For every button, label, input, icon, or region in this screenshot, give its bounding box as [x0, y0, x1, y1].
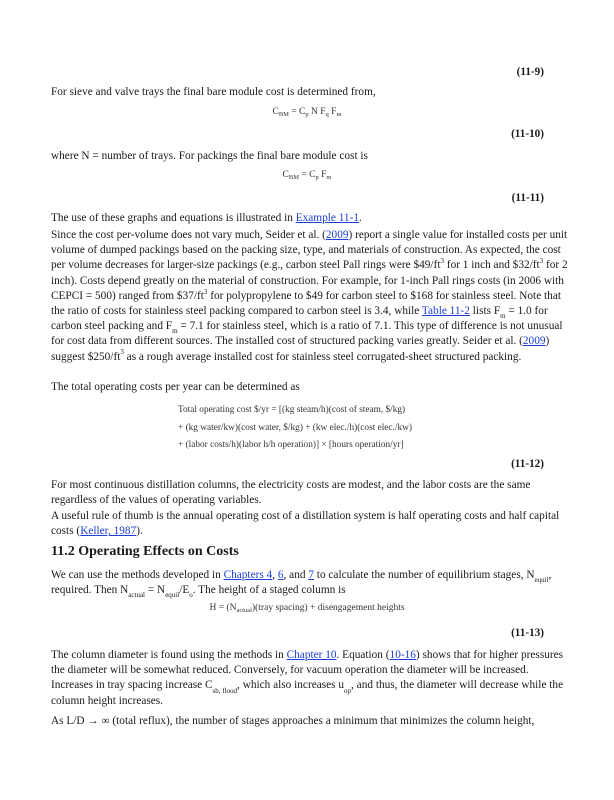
chapter-7-link[interactable]: 7	[308, 569, 314, 581]
keller-1987-link[interactable]: Keller, 1987	[80, 525, 137, 538]
equation-number: (11-11)	[511, 192, 544, 204]
paragraph-total: The total operating costs per year can be determined as	[51, 381, 300, 393]
equation-cbm-packings: $C_{BM} = C_p$ $F_m$	[282, 170, 332, 181]
equation-cbm-trays: $C_{BM} = C_p$ N $F_q$ $F_m$	[272, 107, 342, 118]
paragraph-use: The use of these graphs and equations is illustrated in Example 11-1.	[51, 212, 362, 224]
paragraph-methods: We can use the methods developed in Chapters 4, 6, and 7 to calculate the number of equilibrium stages, $N_{equil}$, required. Then $N_{actual} = N_{equil}/E_o$. The height of a staged column is	[51, 569, 552, 600]
equation-number: (11-13)	[511, 627, 544, 639]
equation-number: (11-9)	[516, 66, 544, 78]
paragraph-last: As L/D → ∞ (total reflux), the number of stages approaches a minimum that minimizes the column height,	[51, 715, 535, 727]
seider-2009-link[interactable]: 2009	[325, 229, 349, 241]
equation-10-16-link[interactable]: 10-16	[389, 649, 416, 661]
paragraph-diameter: The column diameter is found using the methods in Chapter 10. Equation (10-16) shows that for higher pressures the diameter will be somewhat reduced. Conversely, for vacuum operation the diameter will be increased. Increases in tray spacing increase $C_{sb, flood}$, which also increases $u_{op}$, and thus, the diameter will decrease while the column height increases.	[51, 649, 564, 707]
table-11-2-link[interactable]: Table 11-2	[421, 305, 470, 318]
equation-number: (11-10)	[511, 128, 544, 140]
section-heading: 11.2 Operating Effects on Costs	[51, 544, 239, 559]
seider-2009-link[interactable]: 2009	[522, 335, 546, 348]
chapter-4-link[interactable]: Chapters 4	[223, 569, 273, 581]
paragraph-trays: where N = number of trays. For packings the final bare module cost is	[51, 150, 368, 162]
paragraph-sieve: For sieve and valve trays the final bare module cost is determined from,	[51, 86, 376, 98]
paragraph-since: Since the cost per-volume does not vary much, Seider et al. (2009) report a single value for installed costs per unit volume of dumped packings based on the packing size, type, and materials of construction. As expected, the cost per volume decreases for larger-size packings (e.g., carbon steel Pall rings were $\$49/ft^3$ for 1 inch and $\$32/ft^3$ for 2 inch). Costs depend greatly on the material of construction. For example, for 1-inch Pall rings costs (in 2006 with CEPCI = 500) ranged from $\$37/ft^3$ for polypropylene to $49 for carbon steel to $168 for stainless steel. Note that the ratio of costs for stainless steel packing compared to carbon steel is 3.4, while Table 11-2 lists $F_m = 1.0$ for carbon steel packing and $F_m = 7.1$ for stainless steel, which is a ratio of 7.1. This type of difference is not unusual for cost data from different sources. The installed cost of structured packing varies greatly. Seider et al. (2009) suggest $\$250/ft^3$ as a rough average installed cost for stainless steel corrugated-sheet structured packing.	[51, 229, 568, 363]
equation-total-operating-cost: Total operating cost $/yr = [(kg steam/h)(cost of steam, $/kg) + (kg water/kw)(cost water, $/kg) + (kw elec./h)(cost elec./kw) + (labor costs/h)(labor h/h operation)] × [hours operation/yr]	[178, 405, 412, 450]
paragraph-rule: A useful rule of thumb is the annual operating cost of a distillation system is half operating costs and half capital costs (Keller, 1987).	[51, 510, 560, 538]
example-11-1-link[interactable]: Example 11-1	[295, 212, 359, 224]
paragraph-most: For most continuous distillation columns, the electricity costs are modest, and the labor costs are the same regardless of the values of operating variables.	[51, 479, 531, 507]
chapter-10-link[interactable]: Chapter 10	[286, 649, 337, 661]
chapter-6-link[interactable]: 6	[277, 569, 284, 581]
equation-height: $H = (N_{actual})(tray$ spacing) + disengagement heights	[209, 603, 405, 614]
equation-number: (11-12)	[511, 458, 544, 470]
